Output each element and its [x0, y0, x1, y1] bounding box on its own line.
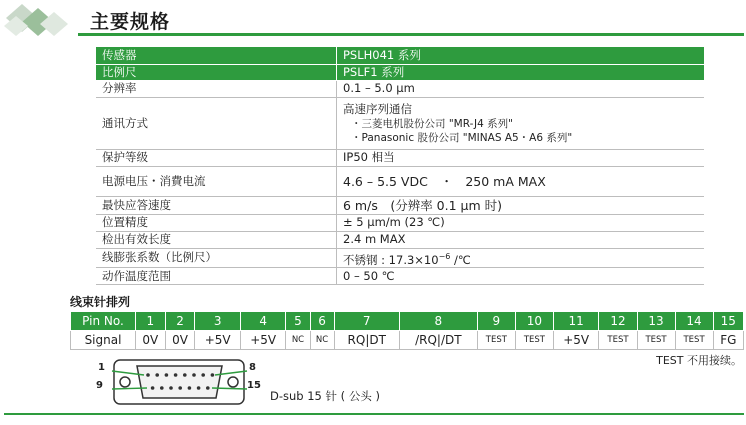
connector-pin-dot — [160, 386, 164, 390]
pin-number-cell: 12 — [599, 312, 637, 331]
connector-pin-dot — [155, 373, 159, 377]
spec-key: 电源电压・消費电流 — [96, 166, 337, 196]
pin-number-cell: 8 — [399, 312, 477, 331]
pin-number-cell: 2 — [165, 312, 195, 331]
connector-pin-dot — [197, 386, 201, 390]
signal-header-label: Signal — [71, 331, 136, 350]
pin-signal-row — [71, 331, 744, 350]
pin-signal-cell: /RQ|/DT — [399, 331, 477, 350]
spec-value: PSLF1 系列 — [337, 64, 705, 80]
spec-value: 0 – 50 ℃ — [337, 268, 705, 285]
spec-value: ± 5 μm/m (23 ℃) — [337, 214, 705, 231]
spec-value: 高速序列通信 — [343, 101, 412, 116]
pin-signal-cell: NC — [310, 331, 334, 350]
spec-value: IP50 相当 — [337, 149, 705, 166]
spec-key: 比例尺 — [96, 64, 337, 80]
pin-number-cell: 3 — [195, 312, 241, 331]
mount-hole-icon — [228, 377, 238, 387]
connector-label: D-sub 15 针 ( 公头 ) — [270, 389, 380, 403]
spec-value-expansion — [337, 248, 705, 268]
pin-signal-cell: NC — [286, 331, 310, 350]
spec-sub-panasonic: ・Panasonic 股份公司 "MINAS A5・A6 系列" — [351, 131, 573, 144]
mount-hole-icon — [120, 377, 130, 387]
pin-number-cell: 9 — [477, 312, 515, 331]
spec-row-temperature — [96, 268, 704, 285]
pin-signal-cell: TEST — [599, 331, 637, 350]
spec-row-sensor — [96, 47, 704, 64]
spec-row-scale — [96, 64, 704, 80]
spec-value: 2.4 m MAX — [337, 231, 705, 248]
test-note: TEST 不用接续。 — [656, 354, 742, 367]
pin-signal-cell: TEST — [515, 331, 553, 350]
pin-number-cell: 15 — [713, 312, 743, 331]
pin-1-label: 1 — [98, 362, 105, 373]
spec-key: 传感器 — [96, 47, 337, 64]
pins-title: 线束针排列 — [70, 295, 131, 309]
pin-number-cell: 4 — [240, 312, 286, 331]
spec-key: 位置精度 — [96, 214, 337, 231]
page-title: 主要规格 — [90, 11, 171, 33]
bottom-divider — [4, 413, 744, 415]
pin-signal-cell: 0V — [165, 331, 195, 350]
spec-key: 分辨率 — [96, 80, 337, 97]
pin-number-cell: 13 — [637, 312, 675, 331]
spec-value-communication — [337, 97, 705, 149]
spec-row-power — [96, 166, 704, 196]
pin-signal-cell: +5V — [195, 331, 241, 350]
pin-signal-cell: FG — [713, 331, 743, 350]
spec-row-expansion — [96, 248, 704, 268]
spec-key: 通讯方式 — [96, 97, 337, 149]
pin-signal-cell: +5V — [553, 331, 599, 350]
spec-row-communication — [96, 97, 704, 149]
pin-8-label: 8 — [249, 362, 256, 373]
pin-table — [70, 311, 744, 350]
logo-diamonds-icon — [2, 2, 78, 42]
connector-pin-dot — [174, 373, 178, 377]
spec-row-accuracy — [96, 214, 704, 231]
spec-row-max-speed — [96, 196, 704, 214]
connector-pin-dot — [183, 373, 187, 377]
spec-table — [96, 47, 704, 285]
expansion-exponent: −6 — [438, 251, 451, 261]
pin-signal-cell: TEST — [477, 331, 515, 350]
spec-value: 0.1 – 5.0 μm — [337, 80, 705, 97]
spec-row-effective-length — [96, 231, 704, 248]
spec-row-resolution — [96, 80, 704, 97]
spec-key: 线膨张系数（比例尺） — [96, 248, 337, 268]
pin-9-label: 9 — [96, 380, 103, 391]
connector-pin-dot — [206, 386, 210, 390]
pin-signal-cell: RQ|DT — [334, 331, 399, 350]
spec-key: 动作温度范围 — [96, 268, 337, 285]
expansion-unit: /℃ — [450, 252, 471, 267]
connector-pin-dot — [211, 373, 215, 377]
spec-value: PSLH041 系列 — [337, 47, 705, 64]
pin-signal-cell: TEST — [637, 331, 675, 350]
connector-pin-dot — [178, 386, 182, 390]
expansion-value: 不锈钢 : 17.3×10 — [343, 252, 439, 267]
pin-number-cell: 5 — [286, 312, 310, 331]
pin-number-cell: 6 — [310, 312, 334, 331]
pin-number-cell: 11 — [553, 312, 599, 331]
spec-row-protection — [96, 149, 704, 166]
pin-15-label: 15 — [247, 380, 261, 391]
pin-header-label: Pin No. — [71, 312, 136, 331]
spec-value: 6 m/s (分辨率 0.1 μm 时) — [337, 196, 705, 214]
pin-signal-cell: TEST — [675, 331, 713, 350]
spec-key: 保护等级 — [96, 149, 337, 166]
connector-pin-dot — [192, 373, 196, 377]
connector-pin-dot — [188, 386, 192, 390]
pin-number-cell: 10 — [515, 312, 553, 331]
spec-sub-mitsubishi: ・三菱电机股份公司 "MR-J4 系列" — [351, 117, 513, 130]
spec-key: 检出有效长度 — [96, 231, 337, 248]
title-divider — [78, 33, 744, 36]
dsub-connector-icon — [92, 358, 292, 406]
spec-key: 最快应答速度 — [96, 196, 337, 214]
pin-number-cell: 14 — [675, 312, 713, 331]
connector-pin-dot — [165, 373, 169, 377]
connector-pin-dot — [146, 373, 150, 377]
pin-number-cell: 7 — [334, 312, 399, 331]
pin-number-row — [71, 312, 744, 331]
connector-pin-dot — [151, 386, 155, 390]
spec-value: 4.6 – 5.5 VDC ・ 250 mA MAX — [337, 166, 705, 196]
pin-signal-cell: 0V — [136, 331, 166, 350]
pin-number-cell: 1 — [136, 312, 166, 331]
connector-pin-dot — [169, 386, 173, 390]
pin-signal-cell: +5V — [240, 331, 286, 350]
connector-pin-dot — [201, 373, 205, 377]
